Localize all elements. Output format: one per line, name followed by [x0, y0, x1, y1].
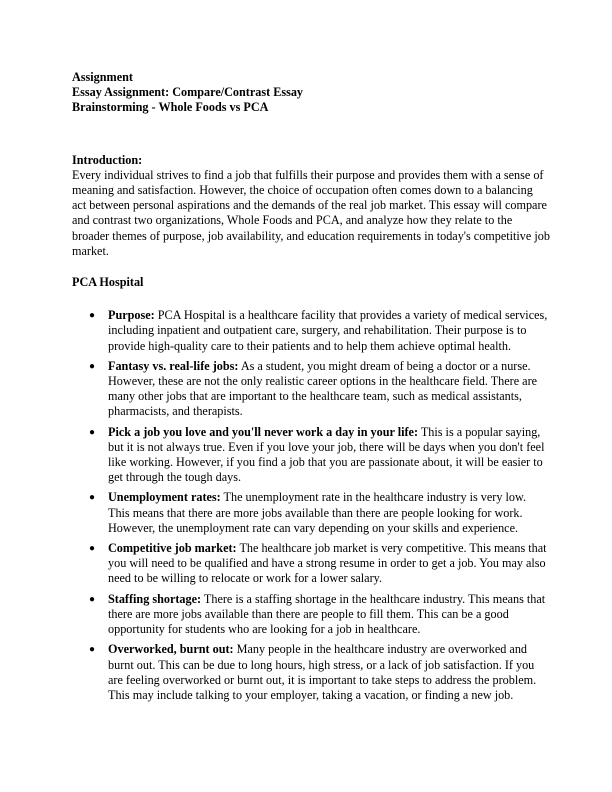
intro-heading: Introduction: — [72, 152, 143, 167]
document-page — [72, 70, 550, 708]
pca-bullet-list — [72, 308, 550, 703]
bullet-text: The unemployment rate in the healthcare industry is very low. This means that there are more jobs available than there are people looking for work. However, the unemployment rate can vary depending on your skills and experience. — [108, 490, 526, 535]
bullet-lead: Overworked, burnt out: — [108, 642, 234, 657]
bullet-text: Many people in the healthcare industry are overworked and burnt out. This can be due to long hours, high stress, or a lack of job satisfaction. If you are feeling overworked or burnt out, it is important to take steps to address the problem. This may include talking to your employer, taking a vacation, or finding a new job. — [108, 642, 537, 702]
assignment-label: Assignment — [72, 70, 133, 84]
bullet-item-purpose — [72, 308, 550, 354]
bullet-lead: Fantasy vs. real-life jobs: — [108, 358, 239, 373]
bullet-lead: Purpose: — [108, 308, 155, 323]
bullet-dot-icon: ● — [89, 593, 96, 605]
bullet-item-fantasy-vs-real — [72, 359, 550, 420]
bullet-dot-icon: ● — [89, 492, 96, 504]
bullet-lead: Unemployment rates: — [108, 490, 221, 505]
bullet-lead: Pick a job you love and you'll never work a day in your life: — [108, 424, 419, 439]
bullet-lead: Staffing shortage: — [108, 591, 202, 606]
bullet-dot-icon: ● — [89, 310, 96, 322]
bullet-item-staffing-shortage — [72, 592, 550, 638]
bullet-dot-icon: ● — [89, 543, 96, 555]
essay-assignment-title: Essay Assignment: Compare/Contrast Essay — [72, 85, 304, 100]
section-title-pca-hospital: PCA Hospital — [72, 275, 144, 290]
bullet-text: This is a popular saying, but it is not always true. Even if you love your job, there will be days when you don't feel like working. However, if you find a job that you are passionate about, it will be easier to get through the tough days. — [108, 424, 545, 485]
bullet-item-unemployment — [72, 490, 550, 536]
bullet-item-pick-a-job — [72, 425, 550, 486]
bullet-lead: Competitive job market: — [108, 541, 237, 556]
intro-paragraph: Every individual strives to find a job that fulfills their purpose and provides them with a sense of meaning and satisfaction. However, the choice of occupation often comes down to a balancing act between personal aspirations and the demands of the real job market. This essay will compare and contrast two organizations, Whole Foods and PCA, and analyze how they relate to the broader themes of purpose, job availability, and education requirements in today's competitive job market. — [72, 167, 550, 258]
bullet-text: PCA Hospital is a healthcare facility that provides a variety of medical services, including inpatient and outpatient care, surgery, and rehabilitation. Their purpose is to provide high-quality care to their patients and to help them achieve optimal health. — [108, 308, 548, 353]
bullet-dot-icon: ● — [89, 426, 96, 438]
document-header — [72, 70, 550, 116]
brainstorming-title: Brainstorming - Whole Foods vs PCA — [72, 100, 269, 115]
bullet-item-competitive-market — [72, 541, 550, 587]
bullet-text: The healthcare job market is very competitive. This means that you will need to be qualified and have a strong resume in order to get a job. You may also need to be willing to relocate or work for a lower salary. — [108, 541, 547, 586]
bullet-dot-icon: ● — [89, 360, 96, 372]
bullet-text: As a student, you might dream of being a doctor or a nurse. However, these are not the only realistic career options in the healthcare field. There are many other jobs that are important to the healthcare team, such as medical assistants, pharmacists, and therapists. — [108, 358, 538, 419]
bullet-text: There is a staffing shortage in the healthcare industry. This means that there are more jobs available than there are people to fill them. This can be a good opportunity for students who are looking for a job in healthcare. — [108, 591, 546, 637]
bullet-dot-icon: ● — [89, 644, 96, 656]
bullet-item-overworked — [72, 642, 550, 703]
